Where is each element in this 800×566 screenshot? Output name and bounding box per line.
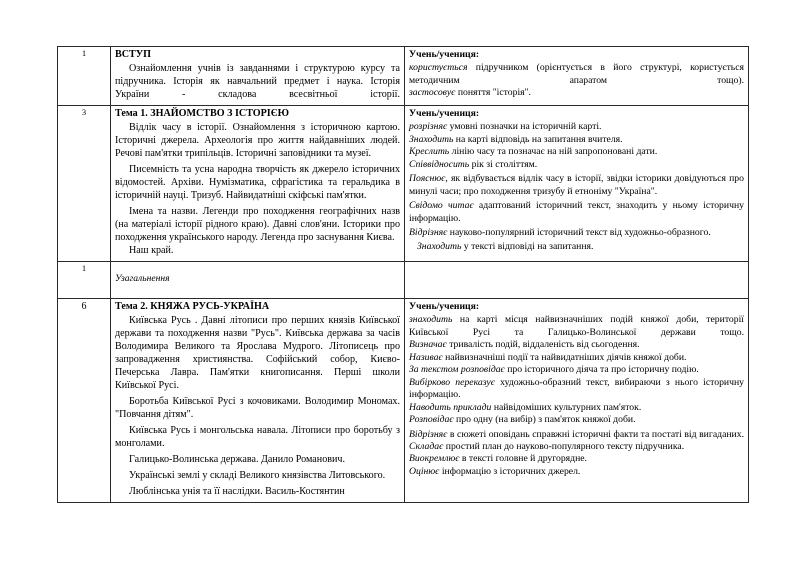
section-heading: Тема 1. ЗНАЙОМСТВО З ІСТОРІЄЮ	[115, 107, 289, 119]
outcome-text: найвизначніші події та найвидатніших діячів княжої доби.	[442, 351, 687, 363]
outcome-text: в тексті головне й другорядне.	[459, 453, 587, 465]
table-row	[58, 47, 749, 106]
content-paragraph: Українські землі у складі Великого князівства Литовського.	[129, 469, 386, 481]
outcomes-cell	[405, 47, 749, 106]
outcome-verb: Наводить приклади	[409, 401, 492, 413]
hours-cell: 1	[58, 261, 111, 299]
outcome-item	[409, 314, 744, 339]
hours-cell: 1	[58, 47, 111, 106]
content-cell	[111, 299, 405, 503]
outcome-verb: Пояснює	[409, 173, 446, 185]
outcomes-heading: Учень/учениця:	[409, 49, 480, 60]
outcome-text: про одну (на вибір) з пам'яток княжої доби.	[453, 414, 636, 426]
outcome-verb: знаходить	[409, 314, 453, 326]
outcome-verb: За текстом розповідає	[409, 364, 505, 376]
section-heading: Тема 2. КНЯЖА РУСЬ-УКРАЇНА	[115, 301, 270, 313]
outcome-item	[409, 121, 744, 133]
hours-cell: 6	[58, 299, 111, 503]
outcome-verb: Відрізняє	[409, 226, 448, 238]
outcome-item	[409, 62, 744, 87]
content-paragraph: Ознайомлення учнів із завданнями і структурою курсу та підручника. Історія як навчальний предмет і наука. Історія України - складова всесвітньої історії.	[115, 62, 400, 100]
content-cell	[111, 105, 405, 261]
content-paragraph: Галицько-Волинська держава. Данило Романович.	[129, 453, 346, 465]
outcome-text: тривалість подій, віддаленість від сьогодення.	[446, 339, 640, 351]
outcome-verb: Співвідносить	[409, 158, 470, 170]
outcome-text: про історичного діяча та про історичну подію.	[504, 364, 699, 376]
outcome-item	[409, 159, 744, 171]
content-paragraph: Київська Русь . Давні літописи про перших князів Київської держави та походження назви "Русь". Київська держава за часів Володимира Великого та Ярослава Мудрого. Літописець про запровадження християнства. Софійський собор, Києво-Печерська Лавра. Пам'ятки книгописання. Перші школи Київської Русі.	[115, 315, 400, 391]
content-paragraph: Наш край.	[129, 244, 174, 256]
outcome-text: лінію часу та позначає на ній запропоновані дати.	[449, 146, 658, 158]
outcome-verb: Оцінює	[409, 465, 440, 477]
outcome-item	[409, 200, 744, 225]
outcome-text: на карті місця найвизначніших подій княжої доби, території Київської Русі та Галицько-Волинської держави тощо.	[409, 314, 744, 338]
outcome-text: рік зі століттям.	[469, 158, 538, 170]
outcome-text: інформацію з історичних джерел.	[439, 465, 581, 477]
outcome-item	[409, 377, 744, 402]
outcome-text: підручником (орієнтується в його структурі, користується методичним апаратом тощо).	[409, 62, 744, 86]
outcome-text: , як відбувається відлік часу в історії, звідки історики довідуються про минулі часи; про походження тризубу й етноніму "Україна".	[409, 173, 744, 197]
table-row	[58, 105, 749, 261]
outcome-item	[409, 134, 744, 146]
curriculum-table	[57, 46, 749, 503]
outcome-verb: застосовує	[409, 87, 456, 99]
outcome-verb: Виокремлює	[409, 453, 460, 465]
outcome-text: на карті відповідь на запитання вчителя.	[453, 133, 623, 145]
outcome-item	[409, 146, 744, 158]
outcome-item	[409, 429, 744, 441]
content-paragraph: Боротьба Київської Русі з кочовиками. Володимир Мономах. "Повчання дітям".	[115, 395, 400, 420]
outcome-item	[409, 414, 744, 426]
outcome-item	[409, 173, 744, 198]
content-paragraph: Люблінська унія та її наслідки. Василь-Костянтин	[129, 485, 345, 497]
outcome-text: адаптований історичний текст, знаходить у ньому історичну інформацію.	[409, 200, 744, 224]
content-cell	[111, 261, 405, 299]
outcome-text: художньо-образний текст, вибираючи з нього історичну інформацію.	[409, 376, 744, 401]
outcome-item	[409, 87, 744, 99]
hours-cell: 3	[58, 105, 111, 261]
outcome-item	[409, 241, 744, 253]
outcome-item	[409, 453, 744, 465]
outcome-verb: Знаходить	[417, 241, 462, 253]
content-paragraph: Київська Русь і монгольська навала. Літописи про боротьбу з монголами.	[115, 424, 400, 449]
outcome-text: науково-популярний історичний текст від художньо-образного.	[447, 226, 711, 238]
outcome-verb: користується	[409, 62, 468, 74]
content-cell	[111, 47, 405, 106]
outcome-verb: Називає	[409, 351, 443, 363]
outcomes-heading: Учень/учениця:	[409, 301, 480, 313]
summary-label: Узагальнення	[115, 273, 170, 285]
outcome-item	[409, 227, 744, 239]
section-heading: ВСТУП	[115, 49, 152, 60]
content-paragraph: Писемність та усна народна творчість як джерело історичних відомостей. Архіви. Нумізматика, сфрагістика та геральдика в історичній науці. Тризуб. Найвидатніші скіфські пам'ятки.	[115, 163, 400, 201]
outcome-verb: Визначає	[409, 339, 447, 351]
outcome-verb: Відрізняє	[409, 428, 448, 440]
outcome-verb: Знаходить	[409, 133, 454, 145]
outcome-item	[409, 402, 744, 414]
table-row-summary	[58, 261, 749, 299]
outcomes-cell	[405, 299, 749, 503]
content-paragraph: Відлік часу в історії. Ознайомлення з історичною картою. Історичні джерела. Археологія про життя найдавніших людей. Речові пам'ятки трипільців. Історичні заповідники та музеї.	[115, 121, 400, 159]
outcome-text: найвідоміших культурних пам'яток.	[491, 401, 642, 413]
outcome-text: простий план до науково-популярного тексту підручника.	[443, 441, 685, 453]
outcome-item	[409, 441, 744, 453]
outcome-verb: Розповідає	[409, 414, 454, 426]
outcomes-cell	[405, 105, 749, 261]
outcome-text: поняття "історія".	[455, 87, 531, 99]
outcome-text: умовні позначки на історичній карті.	[447, 121, 602, 133]
outcome-verb: розрізняє	[409, 121, 448, 133]
content-paragraph: Імена та назви. Легенди про походження географічних назв (на матеріалі історії рідного краю). Давні слов'яни. Історики про походження українського народу. Легенда про заснування Києва.	[115, 205, 400, 243]
outcome-verb: Креслить	[409, 146, 450, 158]
outcome-verb: Складає	[409, 441, 444, 453]
outcome-text: в сюжеті оповідань справжні історичні факти та постаті від вигаданих.	[447, 428, 744, 440]
outcome-text: у тексті відповіді на запитання.	[461, 241, 594, 253]
table-row	[58, 299, 749, 503]
outcome-item	[409, 339, 744, 351]
outcome-verb: Свідомо читає	[409, 200, 474, 212]
outcome-item	[409, 466, 744, 478]
outcome-verb: Вибірково переказує	[409, 376, 495, 388]
outcomes-heading: Учень/учениця:	[409, 107, 480, 119]
outcomes-cell-empty	[405, 261, 749, 299]
outcome-item	[409, 364, 744, 376]
outcome-item	[409, 352, 744, 364]
